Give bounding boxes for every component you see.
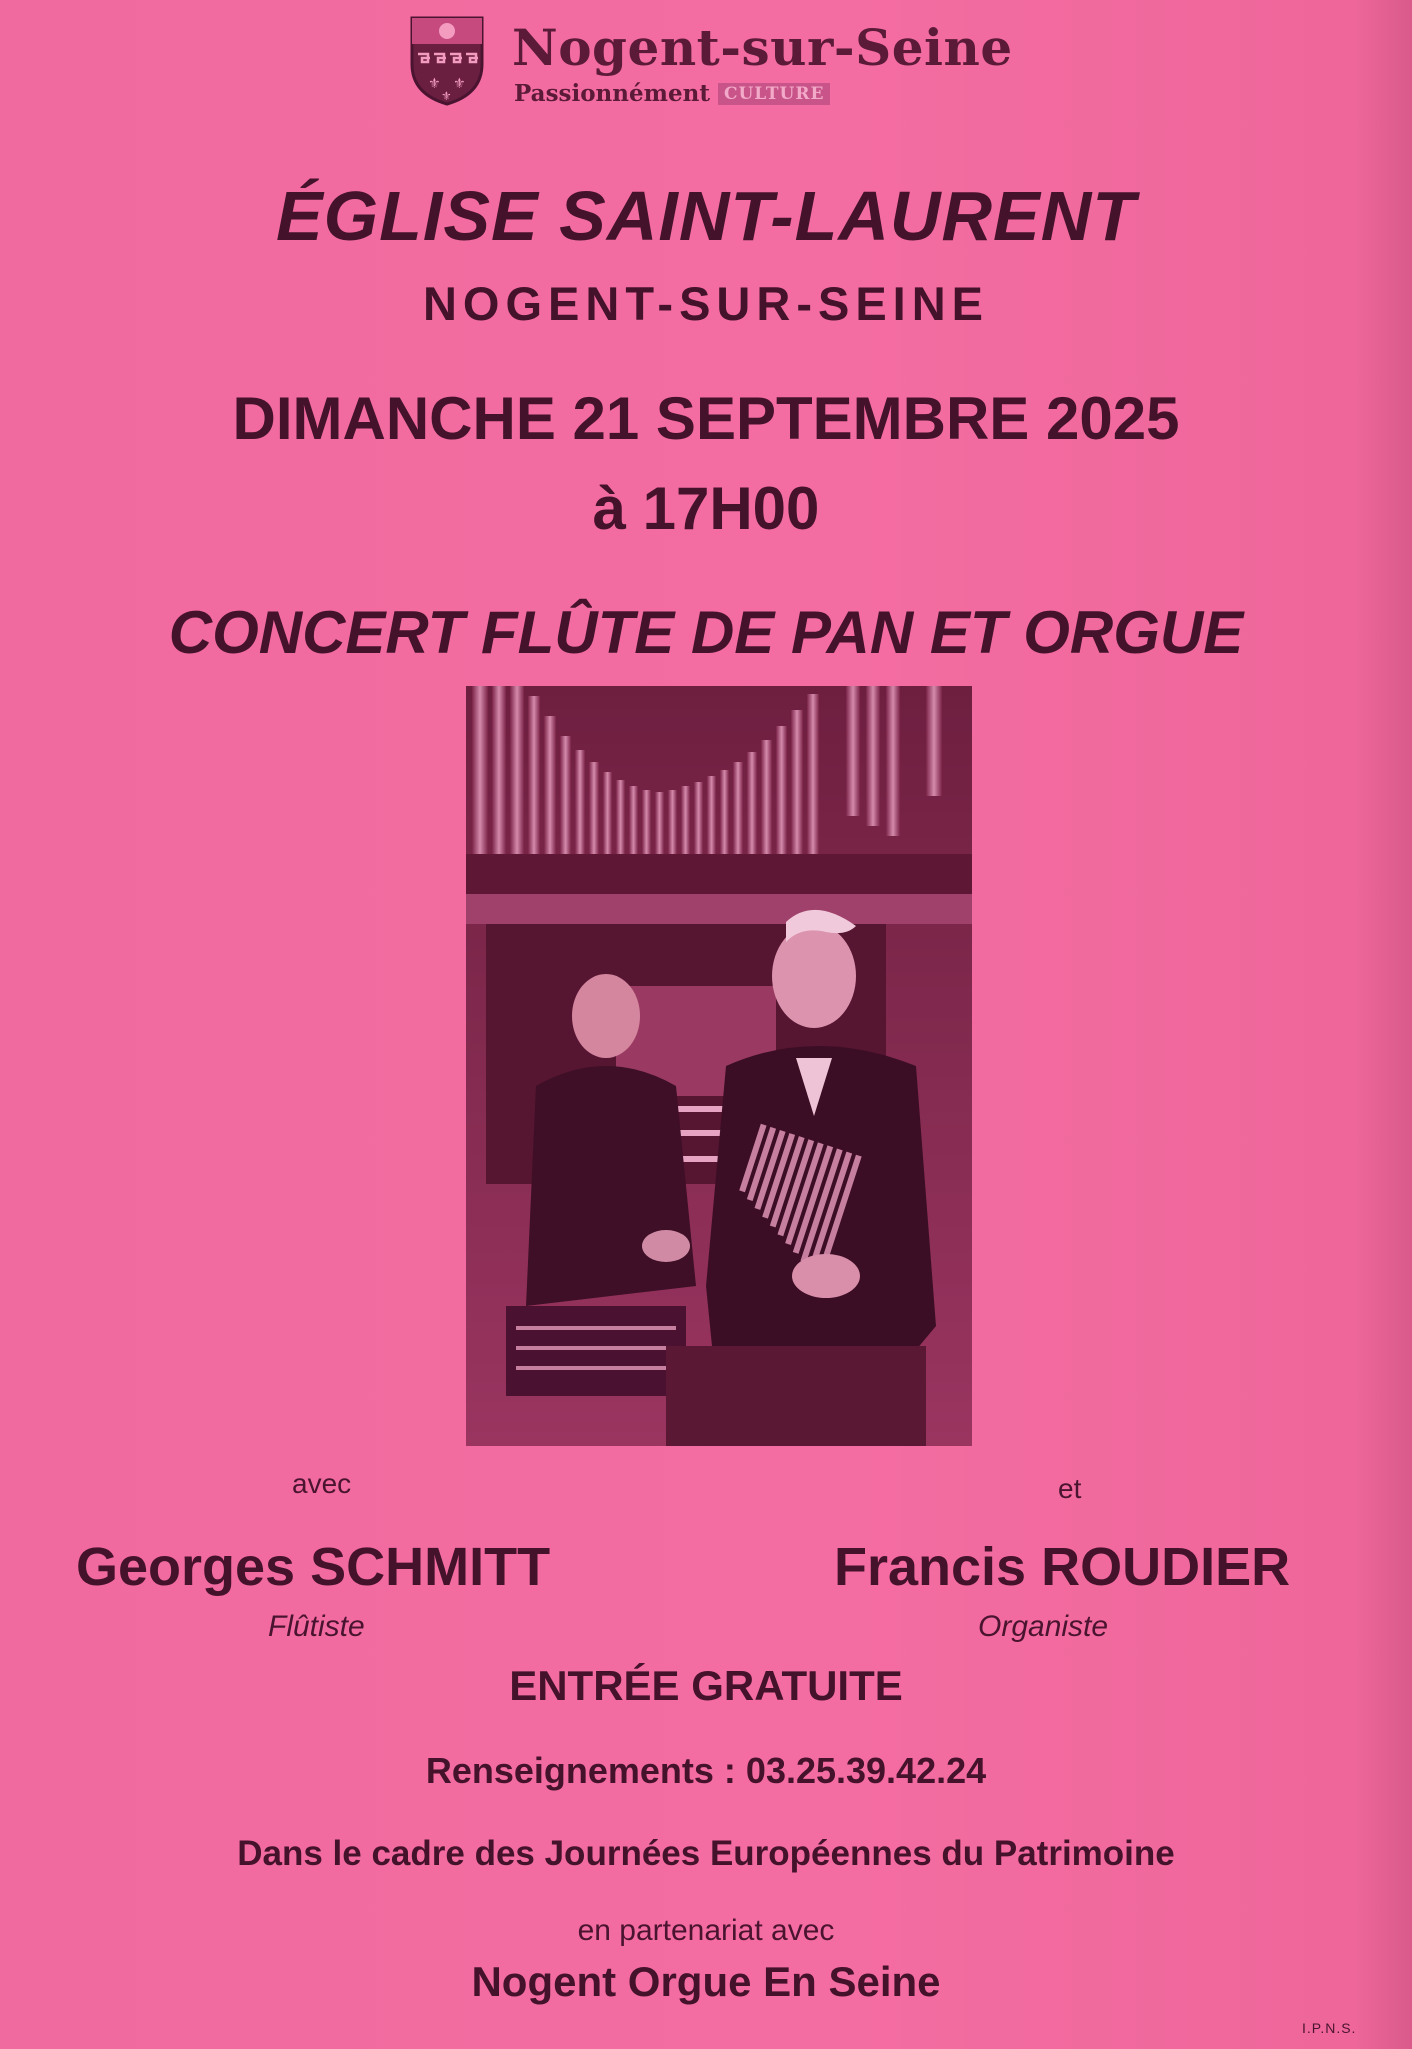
performer1-name: Georges SCHMITT [76, 1537, 551, 1597]
free-entry: ENTRÉE GRATUITE [509, 1662, 903, 1709]
culture-badge: CULTURE [718, 83, 830, 105]
avec-label: avec [292, 1468, 352, 1499]
svg-text:⚜: ⚜ [453, 76, 466, 92]
svg-text:⚜: ⚜ [428, 76, 441, 92]
info-phone: Renseignements : 03.25.39.42.24 [425, 1750, 987, 1791]
partner-name: Nogent Orgue En Seine [471, 1958, 941, 2005]
tagline-text: Passionnément [514, 80, 710, 107]
et-label: et [1058, 1473, 1082, 1504]
church-title: ÉGLISE SAINT-LAURENT [275, 177, 1137, 255]
concert-title: CONCERT FLÛTE DE PAN ET ORGUE [168, 599, 1244, 666]
performers-photo [466, 686, 972, 1446]
partnership-label: en partenariat avec [577, 1914, 835, 1947]
city-name: Nogent-sur-Seine [512, 18, 1013, 77]
town-subtitle: NOGENT-SUR-SEINE [422, 277, 990, 330]
svg-text:⚜: ⚜ [441, 89, 452, 103]
performer1-role: Flûtiste [268, 1610, 365, 1643]
city-tagline [514, 80, 830, 107]
event-time: à 17H00 [592, 475, 820, 542]
coat-of-arms-icon [408, 14, 486, 106]
organ-photo-illustration [466, 686, 972, 1446]
performer2-role: Organiste [978, 1610, 1109, 1643]
city-logo [408, 14, 1013, 114]
heritage-days-note: Dans le cadre des Journées Européennes du Patrimoine [237, 1834, 1175, 1873]
ipns-mark: I.P.N.S. [1302, 2020, 1357, 2036]
event-date: DIMANCHE 21 SEPTEMBRE 2025 [232, 385, 1180, 452]
performer2-name: Francis ROUDIER [834, 1537, 1291, 1597]
